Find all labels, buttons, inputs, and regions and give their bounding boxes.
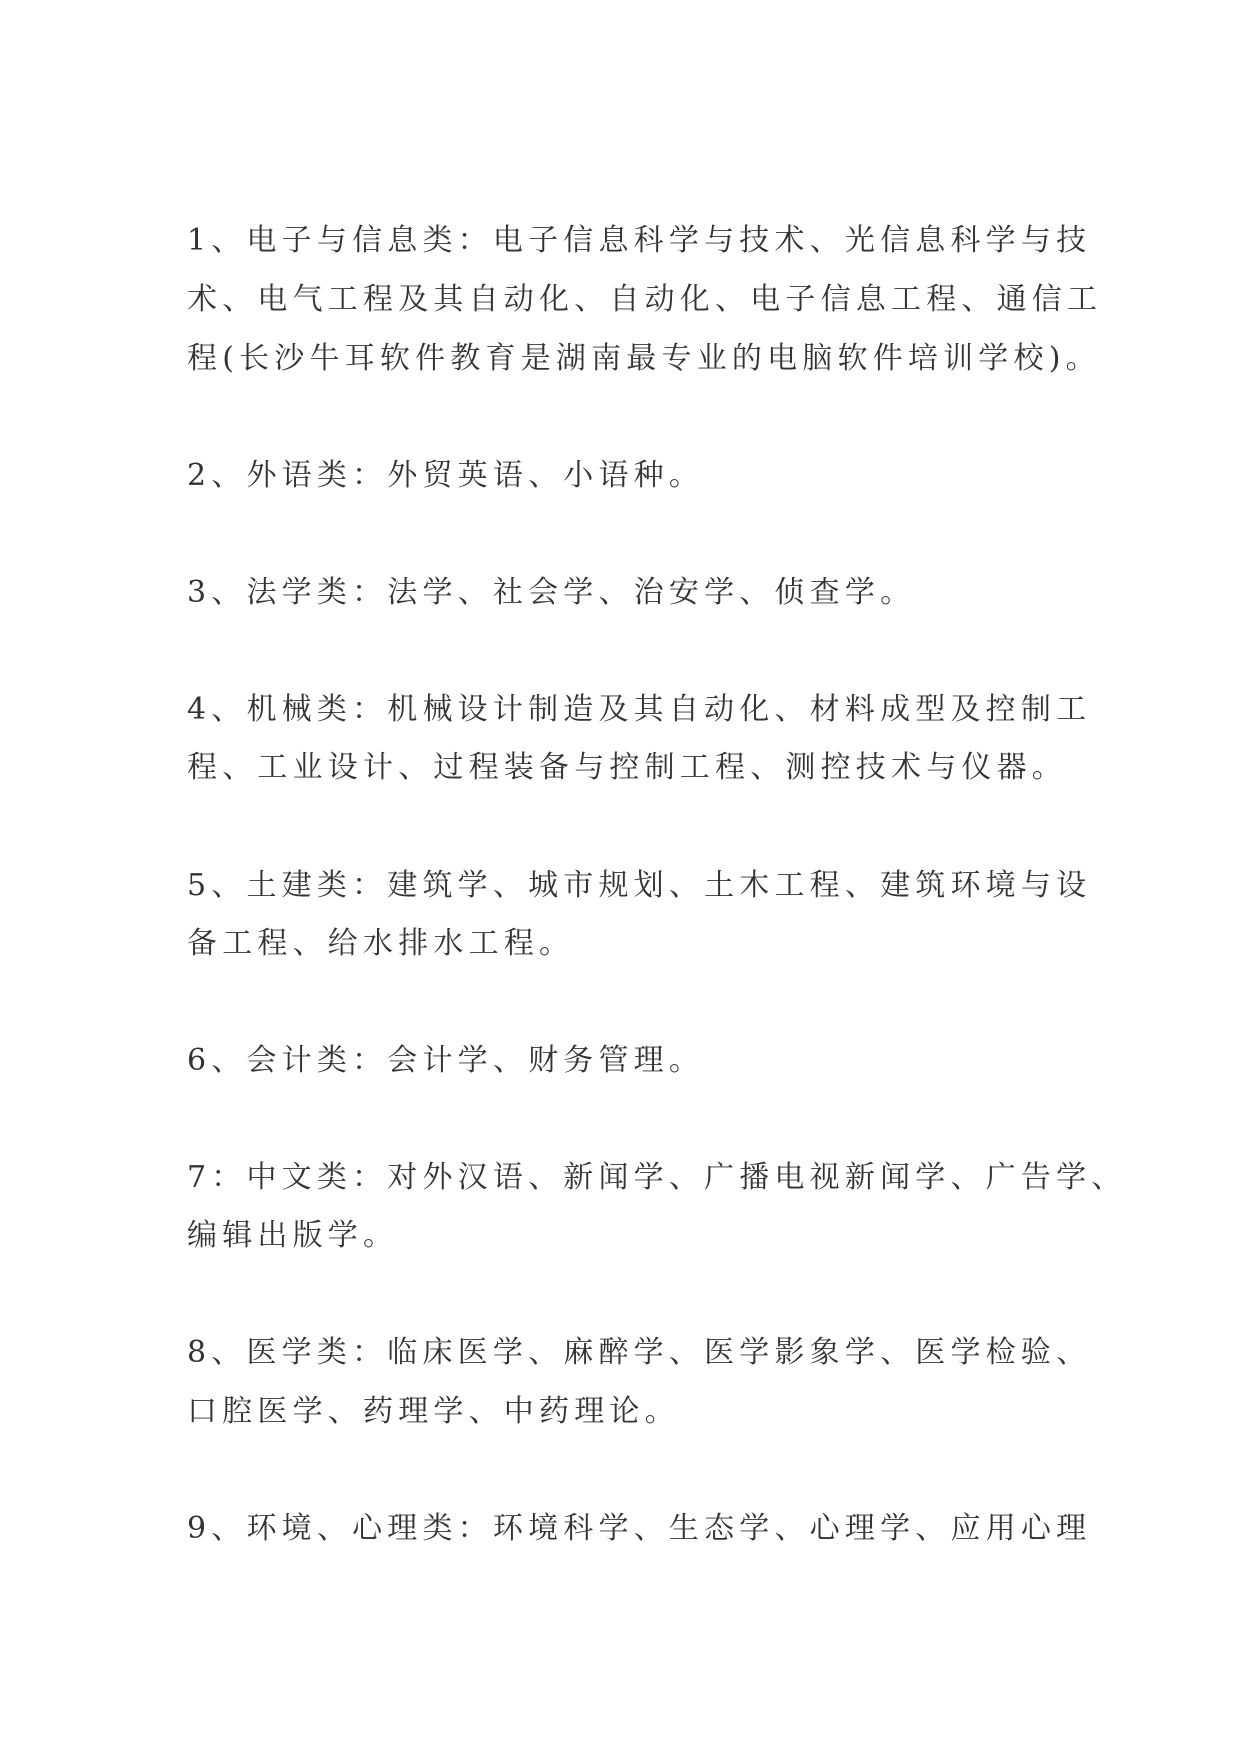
item-2-line-1: 2、外语类：外贸英语、小语种。	[187, 458, 705, 493]
item-1-line-3: 程(长沙牛耳软件教育是湖南最专业的电脑软件培训学校)。	[187, 341, 1101, 376]
item-7-line-2: 编辑出版学。	[187, 1218, 399, 1253]
item-7-line-1: 7：中文类：对外汉语、新闻学、广播电视新闻学、广告学、	[187, 1160, 1127, 1195]
item-5-line-2: 备工程、给水排水工程。	[187, 926, 575, 961]
item-8-line-1: 8、医学类：临床医学、麻醉学、医学影象学、医学检验、	[187, 1335, 1092, 1370]
item-1-line-1: 1、电子与信息类：电子信息科学与技术、光信息科学与技	[187, 223, 1092, 258]
item-1-line-2: 术、电气工程及其自动化、自动化、电子信息工程、通信工	[187, 282, 1103, 317]
item-6-line-1: 6、会计类：会计学、财务管理。	[187, 1043, 705, 1078]
item-5-line-1: 5、土建类：建筑学、城市规划、土木工程、建筑环境与设	[187, 868, 1092, 903]
item-4-line-1: 4、机械类：机械设计制造及其自动化、材料成型及控制工	[187, 692, 1092, 727]
item-8-line-2: 口腔医学、药理学、中药理论。	[187, 1394, 680, 1429]
item-4-line-2: 程、工业设计、过程装备与控制工程、测控技术与仪器。	[187, 750, 1067, 785]
item-3-line-1: 3、法学类：法学、社会学、治安学、侦查学。	[187, 575, 916, 610]
item-9-line-1: 9、环境、心理类：环境科学、生态学、心理学、应用心理	[187, 1511, 1092, 1546]
